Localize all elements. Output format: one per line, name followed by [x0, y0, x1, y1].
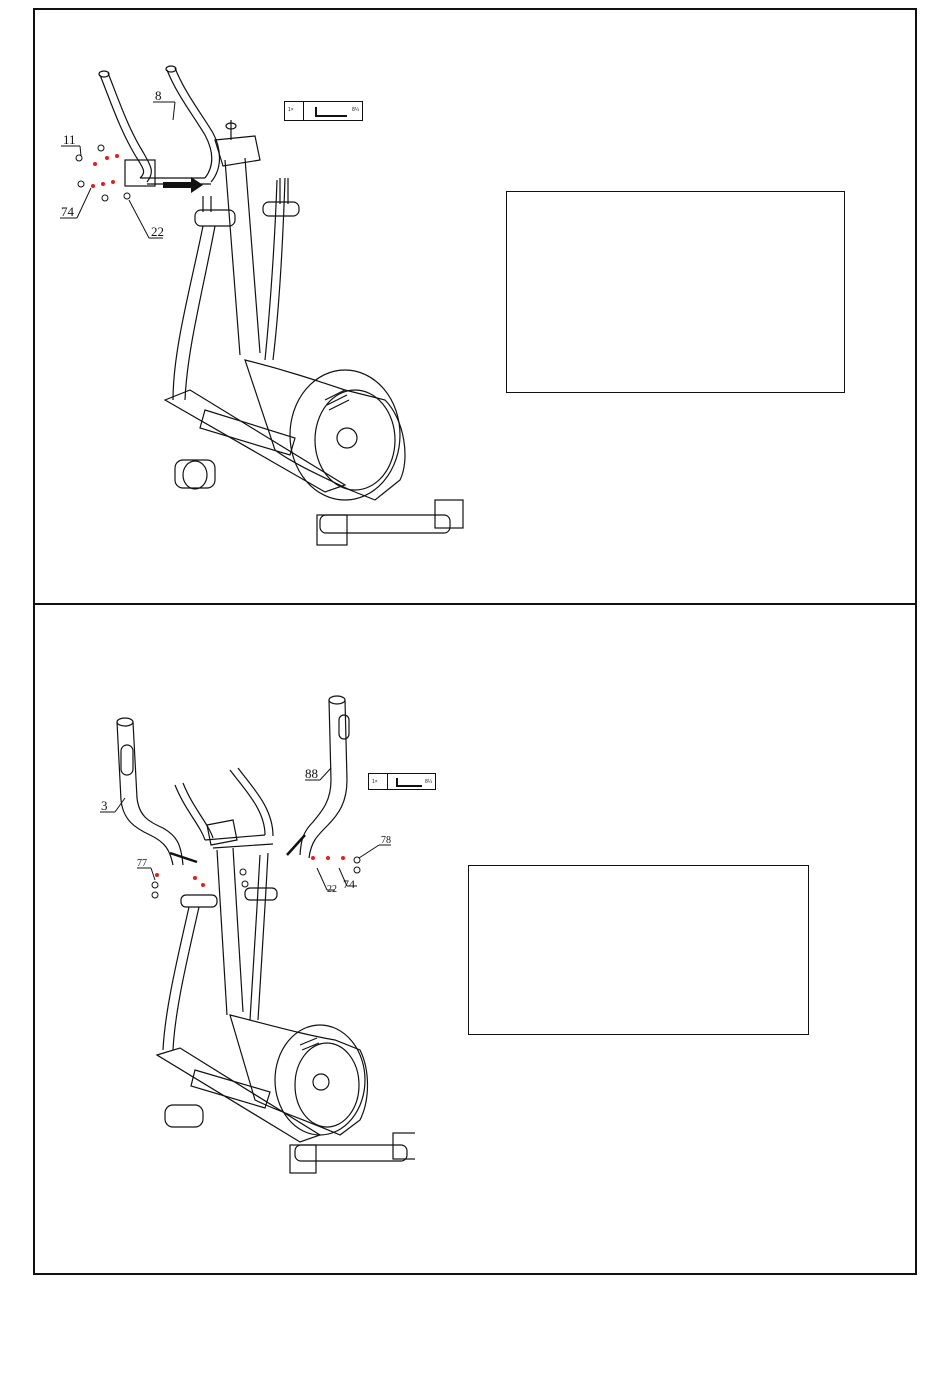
callout-bolt-left: 77 — [137, 858, 147, 869]
tool-quantity: 1× — [372, 779, 378, 785]
tool-size: 8¼ — [352, 107, 359, 113]
callout-handlebar: 8 — [155, 88, 162, 103]
step-divider — [33, 603, 917, 605]
callout-nut: 22 — [327, 884, 337, 895]
step2-instruction-box — [468, 865, 809, 1035]
tool-size: 8¼ — [425, 779, 432, 785]
main-mast — [217, 848, 268, 1020]
tool-quantity: 1× — [288, 107, 294, 113]
handlebar-part — [99, 66, 220, 186]
callout-washer: 74 — [343, 877, 355, 891]
callout-right-arm: 88 — [305, 766, 318, 781]
hardware-markers — [91, 154, 119, 188]
main-mast — [225, 158, 285, 360]
flywheel-housing — [230, 1015, 368, 1135]
callout-left-arm: 3 — [101, 798, 108, 813]
pedal-and-rail — [165, 390, 345, 492]
arm-sleeves — [170, 835, 305, 862]
insertion-arrow — [163, 177, 203, 193]
callout-washer: 74 — [61, 204, 74, 219]
callout-nut: 22 — [151, 224, 164, 239]
step1-assembly-illustration — [55, 60, 475, 560]
fixed-handlebar — [175, 768, 273, 848]
step1-instruction-box — [506, 191, 845, 393]
lower-handle-posts — [163, 888, 277, 1050]
stabilizer-base — [317, 500, 463, 545]
hardware-markers — [155, 856, 345, 887]
mounting-plate — [215, 120, 260, 166]
step2-assembly-illustration — [95, 690, 415, 1180]
left-swing-arm — [117, 718, 183, 865]
callout-bolt: 11 — [63, 132, 76, 147]
callout-bolt-right: 78 — [381, 835, 391, 846]
